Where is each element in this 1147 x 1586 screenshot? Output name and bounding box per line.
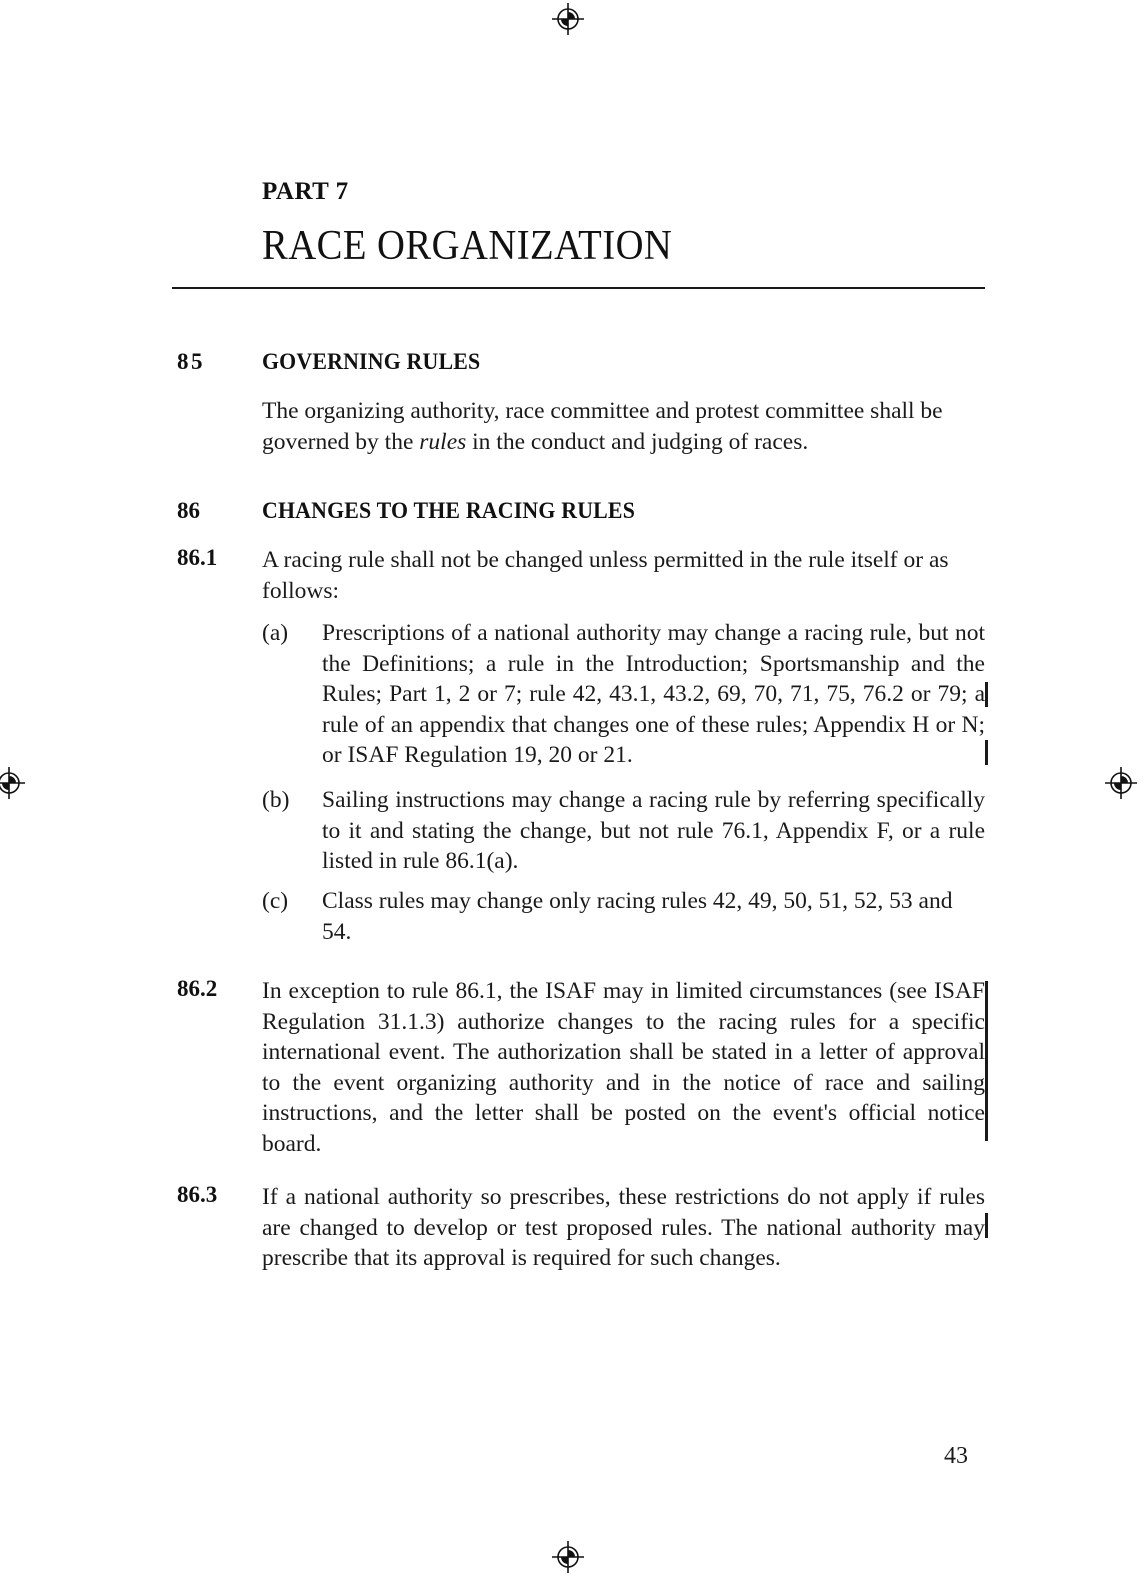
registration-mark-left [0,766,26,800]
rule-number-85: 85 [177,349,205,374]
rule-number-86-2: 86.2 [177,976,218,1001]
list-item-text-c: Class rules may change only racing rules 42, 49, 50, 51, 52, 53 and 54. [322,888,953,945]
list-item-label-b: (b) [262,787,290,813]
rule-body-86-1: A racing rule shall not be changed unless permitted in the rule itself or as follows: [262,547,949,604]
rule-heading-85: GOVERNING RULES [262,349,481,374]
list-item-86-1-c [262,886,985,947]
rule-number-86-3: 86.3 [177,1182,218,1207]
list-item-86-1-a [262,618,985,771]
rule-body-85-italic: rules [419,428,467,455]
rule-body-85-prefix: The organizing authority, race committee and protest committee shall be governed by the [262,398,943,455]
page-number: 43 [944,1443,968,1469]
rule-body-86-2: In exception to rule 86.1, the ISAF may in limited circumstances (see ISAF Regulation 31.1.3) authorize changes to the racing rules for a specific international event. The authorization shall be stated in a letter of approval to the event organizing authority and in the notice of race and sailing instructions, and the letter shall be posted on the event's official notice board. [262,978,985,1157]
change-bar [985,740,988,765]
rule-number-86: 86 [177,498,200,523]
list-item-label-a: (a) [262,620,289,646]
list-item-label-c: (c) [262,888,289,914]
change-bar [985,1213,988,1238]
list-item-86-1-b [262,785,985,877]
rule-heading-86: CHANGES TO THE RACING RULES [262,498,636,523]
rule-number-86-1: 86.1 [177,545,218,570]
registration-mark-right [1104,766,1138,800]
rule-body-86-3: If a national authority so prescribes, these restrictions do not apply if rules are changed to develop or test proposed rules. The national authority may prescribe that its approval is required for such changes. [262,1184,985,1271]
list-item-text-a: Prescriptions of a national authority may change a racing rule, but not the Definitions; a rule in the Introduction; Sportsmanship and the Rules; Part 1, 2 or 7; rule 42, 43.1, 43.2, 69, 70, 71, 75, 76.2 or 79; a rule of an appendix that changes one of these rules; Appendix H or N; or ISAF Regulation 19, 20 or 21. [322,620,985,768]
page-title: RACE ORGANIZATION [262,223,673,269]
registration-mark-top [551,2,585,36]
rule-body-85 [262,396,985,457]
change-bar [985,981,988,1141]
change-bar [985,682,988,707]
part-label: PART 7 [262,178,349,205]
rule-body-85-suffix: in the conduct and judging of races. [466,428,809,455]
registration-mark-bottom [551,1540,585,1574]
list-item-text-b: Sailing instructions may change a racing rule by referring specifically to it and stating the change, but not rule 76.1, Appendix F, or a rule listed in rule 86.1(a). [322,787,985,874]
title-divider [172,287,985,289]
